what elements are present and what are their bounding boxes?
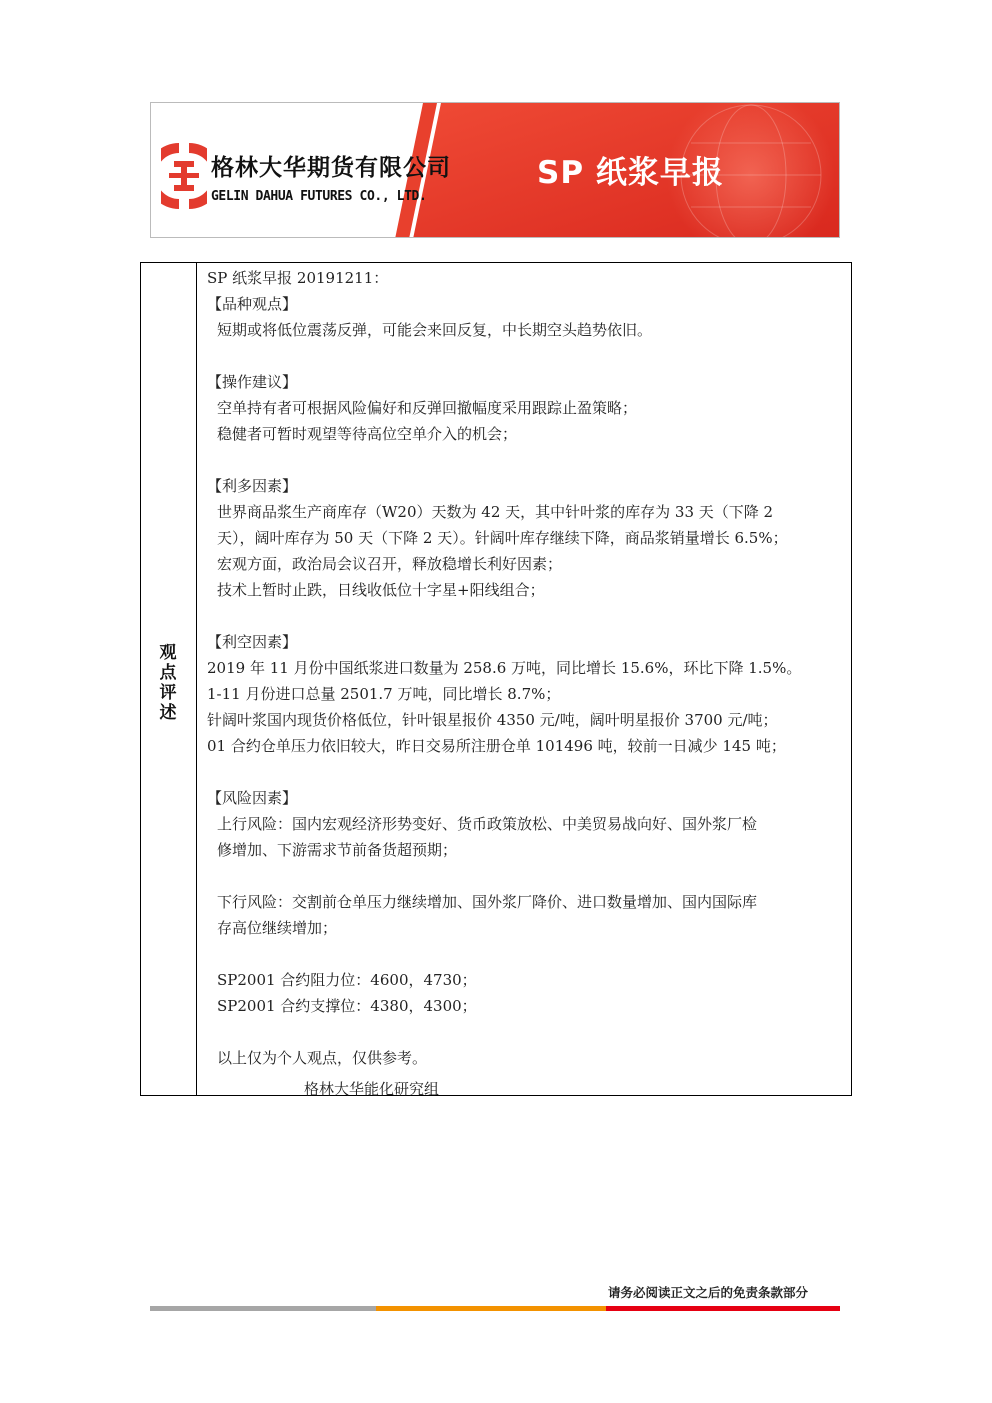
- upside-risk-line: 上行风险：国内宏观经济形势变好、货币政策放松、中美贸易战向好、国外浆厂检: [217, 815, 758, 833]
- company-logo-icon: [161, 141, 207, 211]
- downside-risk-line: 下行风险：交割前仓单压力继续增加、国外浆厂降价、进口数量增加、国内国际库: [217, 893, 758, 911]
- report-date-line: SP 纸浆早报 20191211：: [207, 269, 389, 287]
- report-title: SP 纸浆早报: [537, 155, 724, 191]
- support-level: SP2001 合约支撑位：4380，4300；: [217, 997, 477, 1015]
- research-group-signature: 格林大华能化研究组: [304, 1080, 440, 1098]
- section-heading-advice: 【操作建议】: [207, 373, 298, 391]
- upside-risk-line: 修增加、下游需求节前备货超预期；: [217, 841, 458, 859]
- company-name-en: GELIN DAHUA FUTURES CO., LTD.: [211, 189, 427, 204]
- bullish-line: 天），阔叶库存为 50 天（下降 2 天）。针阔叶库存继续下降，商品浆销量增长 6.5%；: [217, 529, 788, 547]
- bearish-line: 1-11 月份进口总量 2501.7 万吨，同比增长 8.7%；: [207, 685, 561, 703]
- downside-risk-line: 存高位继续增加；: [217, 919, 338, 937]
- section-heading-bearish: 【利空因素】: [207, 633, 298, 651]
- commentary-table: [140, 262, 852, 1096]
- side-label: 观点评述: [159, 643, 177, 723]
- advice-line: 稳健者可暂时观望等待高位空单介入的机会；: [217, 425, 518, 443]
- bearish-line: 针阔叶浆国内现货价格低位，针叶银星报价 4350 元/吨，阔叶明星报价 3700 元/吨；: [207, 711, 778, 729]
- view-line: 短期或将低位震荡反弹，可能会来回反复，中长期空头趋势依旧。: [217, 321, 653, 339]
- disclaimer-link[interactable]: 请务必阅读正文之后的免责条款部分: [608, 1285, 809, 1300]
- bullish-line: 世界商品浆生产商库存（W20）天数为 42 天，其中针叶浆的库存为 33 天（下降 2: [217, 503, 774, 521]
- advice-line: 空单持有者可根据风险偏好和反弹回撤幅度采用跟踪止盈策略；: [217, 399, 638, 417]
- section-heading-risk: 【风险因素】: [207, 789, 298, 807]
- bullish-line: 宏观方面，政治局会议召开，释放稳增长利好因素；: [217, 555, 563, 573]
- footer-bar-red: [606, 1306, 840, 1311]
- header-banner: [150, 102, 840, 238]
- resistance-level: SP2001 合约阻力位：4600，4730；: [217, 971, 477, 989]
- section-heading-bullish: 【利多因素】: [207, 477, 298, 495]
- side-column: [141, 263, 197, 1095]
- company-name-cn: 格林大华期货有限公司: [211, 155, 451, 181]
- personal-view-note: 以上仅为个人观点，仅供参考。: [217, 1049, 428, 1067]
- section-heading-view: 【品种观点】: [207, 295, 298, 313]
- bearish-line: 2019 年 11 月份中国纸浆进口数量为 258.6 万吨，同比增长 15.6%，环比下降 1.5%。: [207, 659, 802, 677]
- bullish-line: 技术上暂时止跌，日线收低位十字星+阳线组合；: [217, 581, 545, 599]
- bearish-line: 01 合约仓单压力依旧较大，昨日交易所注册仓单 101496 吨，较前一日减少 145 吨；: [207, 737, 786, 755]
- footer-bar-gray: [150, 1306, 376, 1311]
- footer-bar-orange: [376, 1306, 606, 1311]
- commentary-content: [207, 265, 847, 1071]
